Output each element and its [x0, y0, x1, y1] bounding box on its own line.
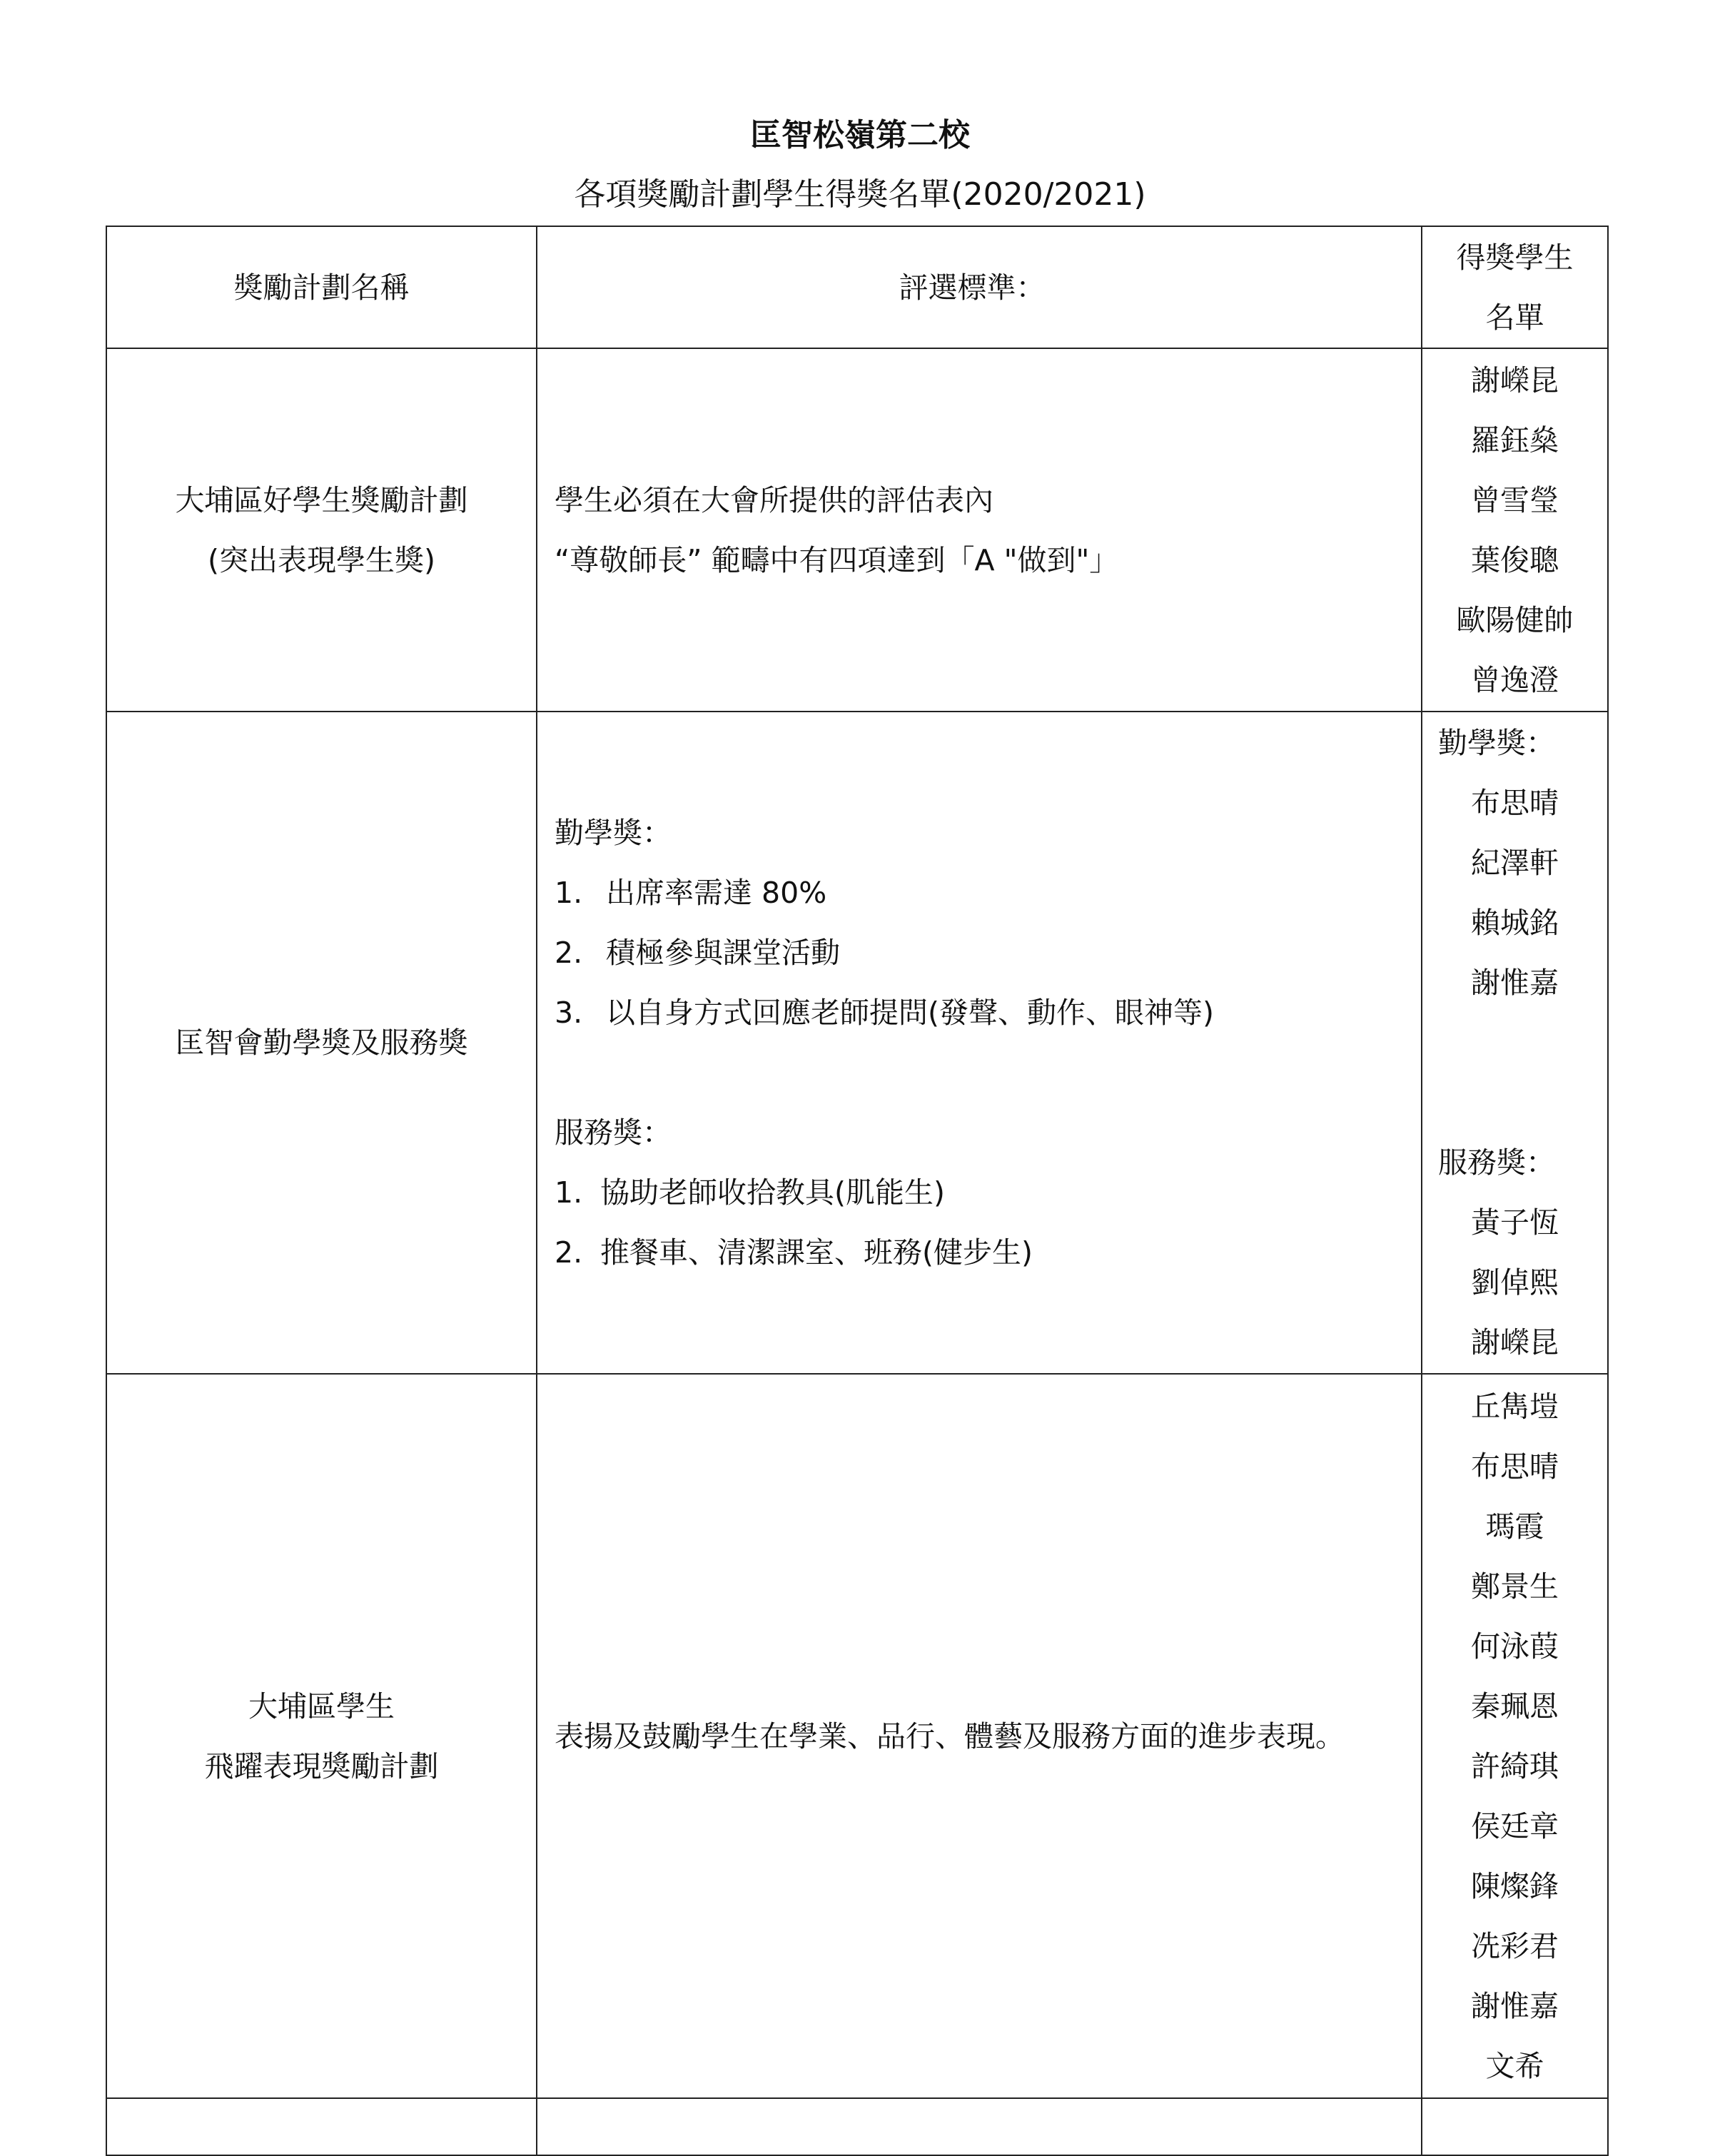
criteria	[537, 712, 1422, 1374]
program-name-line: 大埔區好學生獎勵計劃	[175, 482, 468, 517]
winner-name: 布思晴	[1471, 1449, 1559, 1484]
winner-name: 黃子恆	[1471, 1205, 1559, 1240]
criteria-item-text: 以自身方式回應老師提問(發聲、動作、眼神等)	[606, 996, 1214, 1030]
program-name-line: 大埔區學生	[248, 1689, 395, 1724]
criteria-item	[555, 983, 1407, 1043]
winner-name: 謝嶸昆	[1471, 1325, 1559, 1360]
criteria-line: 學生必須在大會所提供的評估表內	[555, 482, 993, 517]
header-criteria: 評選標準：	[537, 226, 1422, 348]
program-name-line: 飛躍表現獎勵計劃	[204, 1748, 439, 1783]
winner-name: 曾雪瑩	[1471, 482, 1559, 517]
winner-name: 葉俊聰	[1471, 542, 1559, 577]
criteria	[537, 2098, 1422, 2155]
winner-name: 曾逸澄	[1471, 662, 1559, 697]
criteria-item	[555, 863, 1407, 923]
criteria-item-number: 1.	[555, 876, 583, 910]
criteria-item	[555, 1223, 1407, 1282]
criteria-item-number: 3.	[555, 996, 583, 1030]
winner-name: 秦珮恩	[1471, 1689, 1559, 1724]
winner-list	[1422, 712, 1608, 1374]
criteria-group-label: 勤學獎：	[555, 816, 672, 850]
header-winners-line1: 得獎學生	[1456, 240, 1574, 275]
spacer	[1422, 1013, 1607, 1133]
document-subtitle: 各項獎勵計劃學生得獎名單(2020/2021)	[574, 176, 1146, 213]
winner-group-label: 服務獎：	[1438, 1145, 1555, 1180]
criteria-group-label: 服務獎：	[555, 1115, 672, 1150]
program-name	[106, 712, 537, 1374]
criteria-text: 表揚及鼓勵學生在學業、品行、體藝及服務方面的進步表現。	[555, 1719, 1345, 1753]
program-name	[106, 348, 537, 712]
awards-table	[106, 226, 1609, 2156]
criteria-item-text: 積極參與課堂活動	[606, 936, 840, 970]
winner-name: 劉倬熙	[1471, 1265, 1559, 1300]
spacer	[555, 1043, 1407, 1103]
winner-name: 歐陽健帥	[1456, 602, 1574, 637]
winner-name: 謝惟嘉	[1471, 1988, 1559, 2023]
criteria-item-text: 出席率需達 80%	[606, 876, 827, 910]
document-title: 匡智松嶺第二校	[750, 117, 970, 153]
table-row	[106, 712, 1608, 1374]
criteria	[537, 348, 1422, 712]
header-program: 獎勵計劃名稱	[106, 226, 537, 348]
winner-name: 冼彩君	[1471, 1928, 1559, 1963]
winner-name: 何泳葭	[1471, 1629, 1559, 1664]
table-row	[106, 348, 1608, 712]
winner-name: 鄭景生	[1471, 1569, 1559, 1604]
winner-name: 羅鈺燊	[1471, 422, 1559, 457]
winner-name: 謝嶸昆	[1471, 363, 1559, 398]
winner-name: 謝惟嘉	[1471, 966, 1559, 1000]
winner-name: 丘雋塏	[1471, 1389, 1559, 1424]
criteria-item-number: 2.	[555, 936, 583, 970]
winner-list	[1422, 2098, 1608, 2155]
winner-name: 文希	[1485, 2048, 1544, 2083]
winner-name: 侯廷章	[1471, 1808, 1559, 1843]
criteria-item-number: 2.	[555, 1235, 583, 1270]
criteria	[537, 1374, 1422, 2098]
table-row	[106, 2098, 1608, 2155]
header-winners	[1422, 226, 1608, 348]
program-name	[106, 1374, 537, 2098]
criteria-item-text: 推餐車、清潔課室、班務(健步生)	[600, 1235, 1033, 1270]
program-name-line: (突出表現學生獎)	[208, 542, 435, 577]
winner-name: 許綺琪	[1471, 1748, 1559, 1783]
winner-group-label: 勤學獎：	[1438, 726, 1555, 760]
winner-name: 瑪霞	[1485, 1509, 1544, 1544]
winner-list	[1422, 1374, 1608, 2098]
criteria-list	[555, 1163, 1407, 1282]
winner-name: 布思晴	[1471, 786, 1559, 820]
program-name-line: 匡智會勤學獎及服務獎	[175, 1026, 468, 1060]
winner-name: 紀澤軒	[1471, 846, 1559, 880]
header-winners-line2: 名單	[1485, 300, 1544, 335]
winner-name: 賴城銘	[1471, 906, 1559, 940]
program-name	[106, 2098, 537, 2155]
criteria-item	[555, 1163, 1407, 1223]
criteria-item	[555, 923, 1407, 983]
criteria-list	[555, 863, 1407, 1043]
winner-name: 陳燦鋒	[1471, 1868, 1559, 1903]
criteria-line: “尊敬師長” 範疇中有四項達到「A "做到"」	[555, 542, 1119, 577]
criteria-item-text: 協助老師收拾教具(肌能生)	[600, 1175, 945, 1210]
winner-list	[1422, 348, 1608, 712]
criteria-item-number: 1.	[555, 1175, 583, 1210]
table-row	[106, 1374, 1608, 2098]
table-header-row	[106, 226, 1608, 348]
